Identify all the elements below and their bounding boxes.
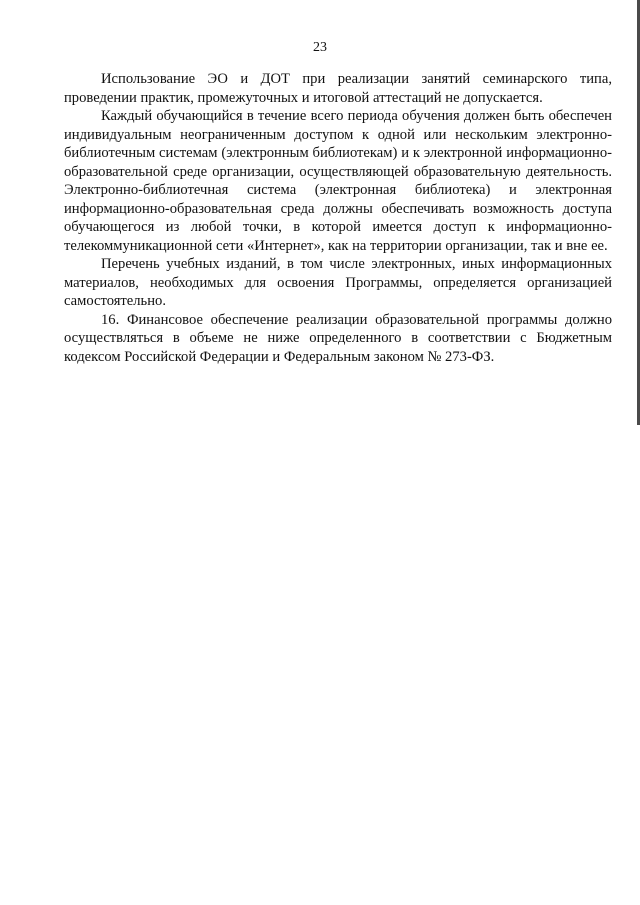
paragraph-eo-dot: Использование ЭО и ДОТ при реализации занятий семинарского типа, проведении практик, промежуточных и итоговой аттестаций не допускается. xyxy=(64,71,612,106)
paragraph-library-access: Каждый обучающийся в течение всего периода обучения должен быть обеспечен индивидуальным неограниченным доступом к одной или нескольким электронно-библиотечным системам (электронным библиотекам) и к электронной информационно-образовательной среде организации, осуществляющей образовательную деятельность. Электронно-библиотечная система (электронная библиотека) и электронная информационно-образовательная среда должны обеспечивать возможность доступа обучающегося из любой точки, в которой имеется доступ к информационно-телекоммуникационной сети «Интернет», как на территории организации, так и вне ее. xyxy=(64,108,612,254)
document-body xyxy=(64,70,612,366)
paragraph-educational-materials: Перечень учебных изданий, в том числе электронных, иных информационных материалов, необходимых для освоения Программы, определяется организацией самостоятельно. xyxy=(64,256,612,309)
page-number: 23 xyxy=(313,40,327,55)
paragraph-financial-provision: 16. Финансовое обеспечение реализации образовательной программы должно осуществляться в объеме не ниже определенного в соответствии с Бюджетным кодексом Российской Федерации и Федеральным законом № 273-ФЗ. xyxy=(64,311,612,365)
